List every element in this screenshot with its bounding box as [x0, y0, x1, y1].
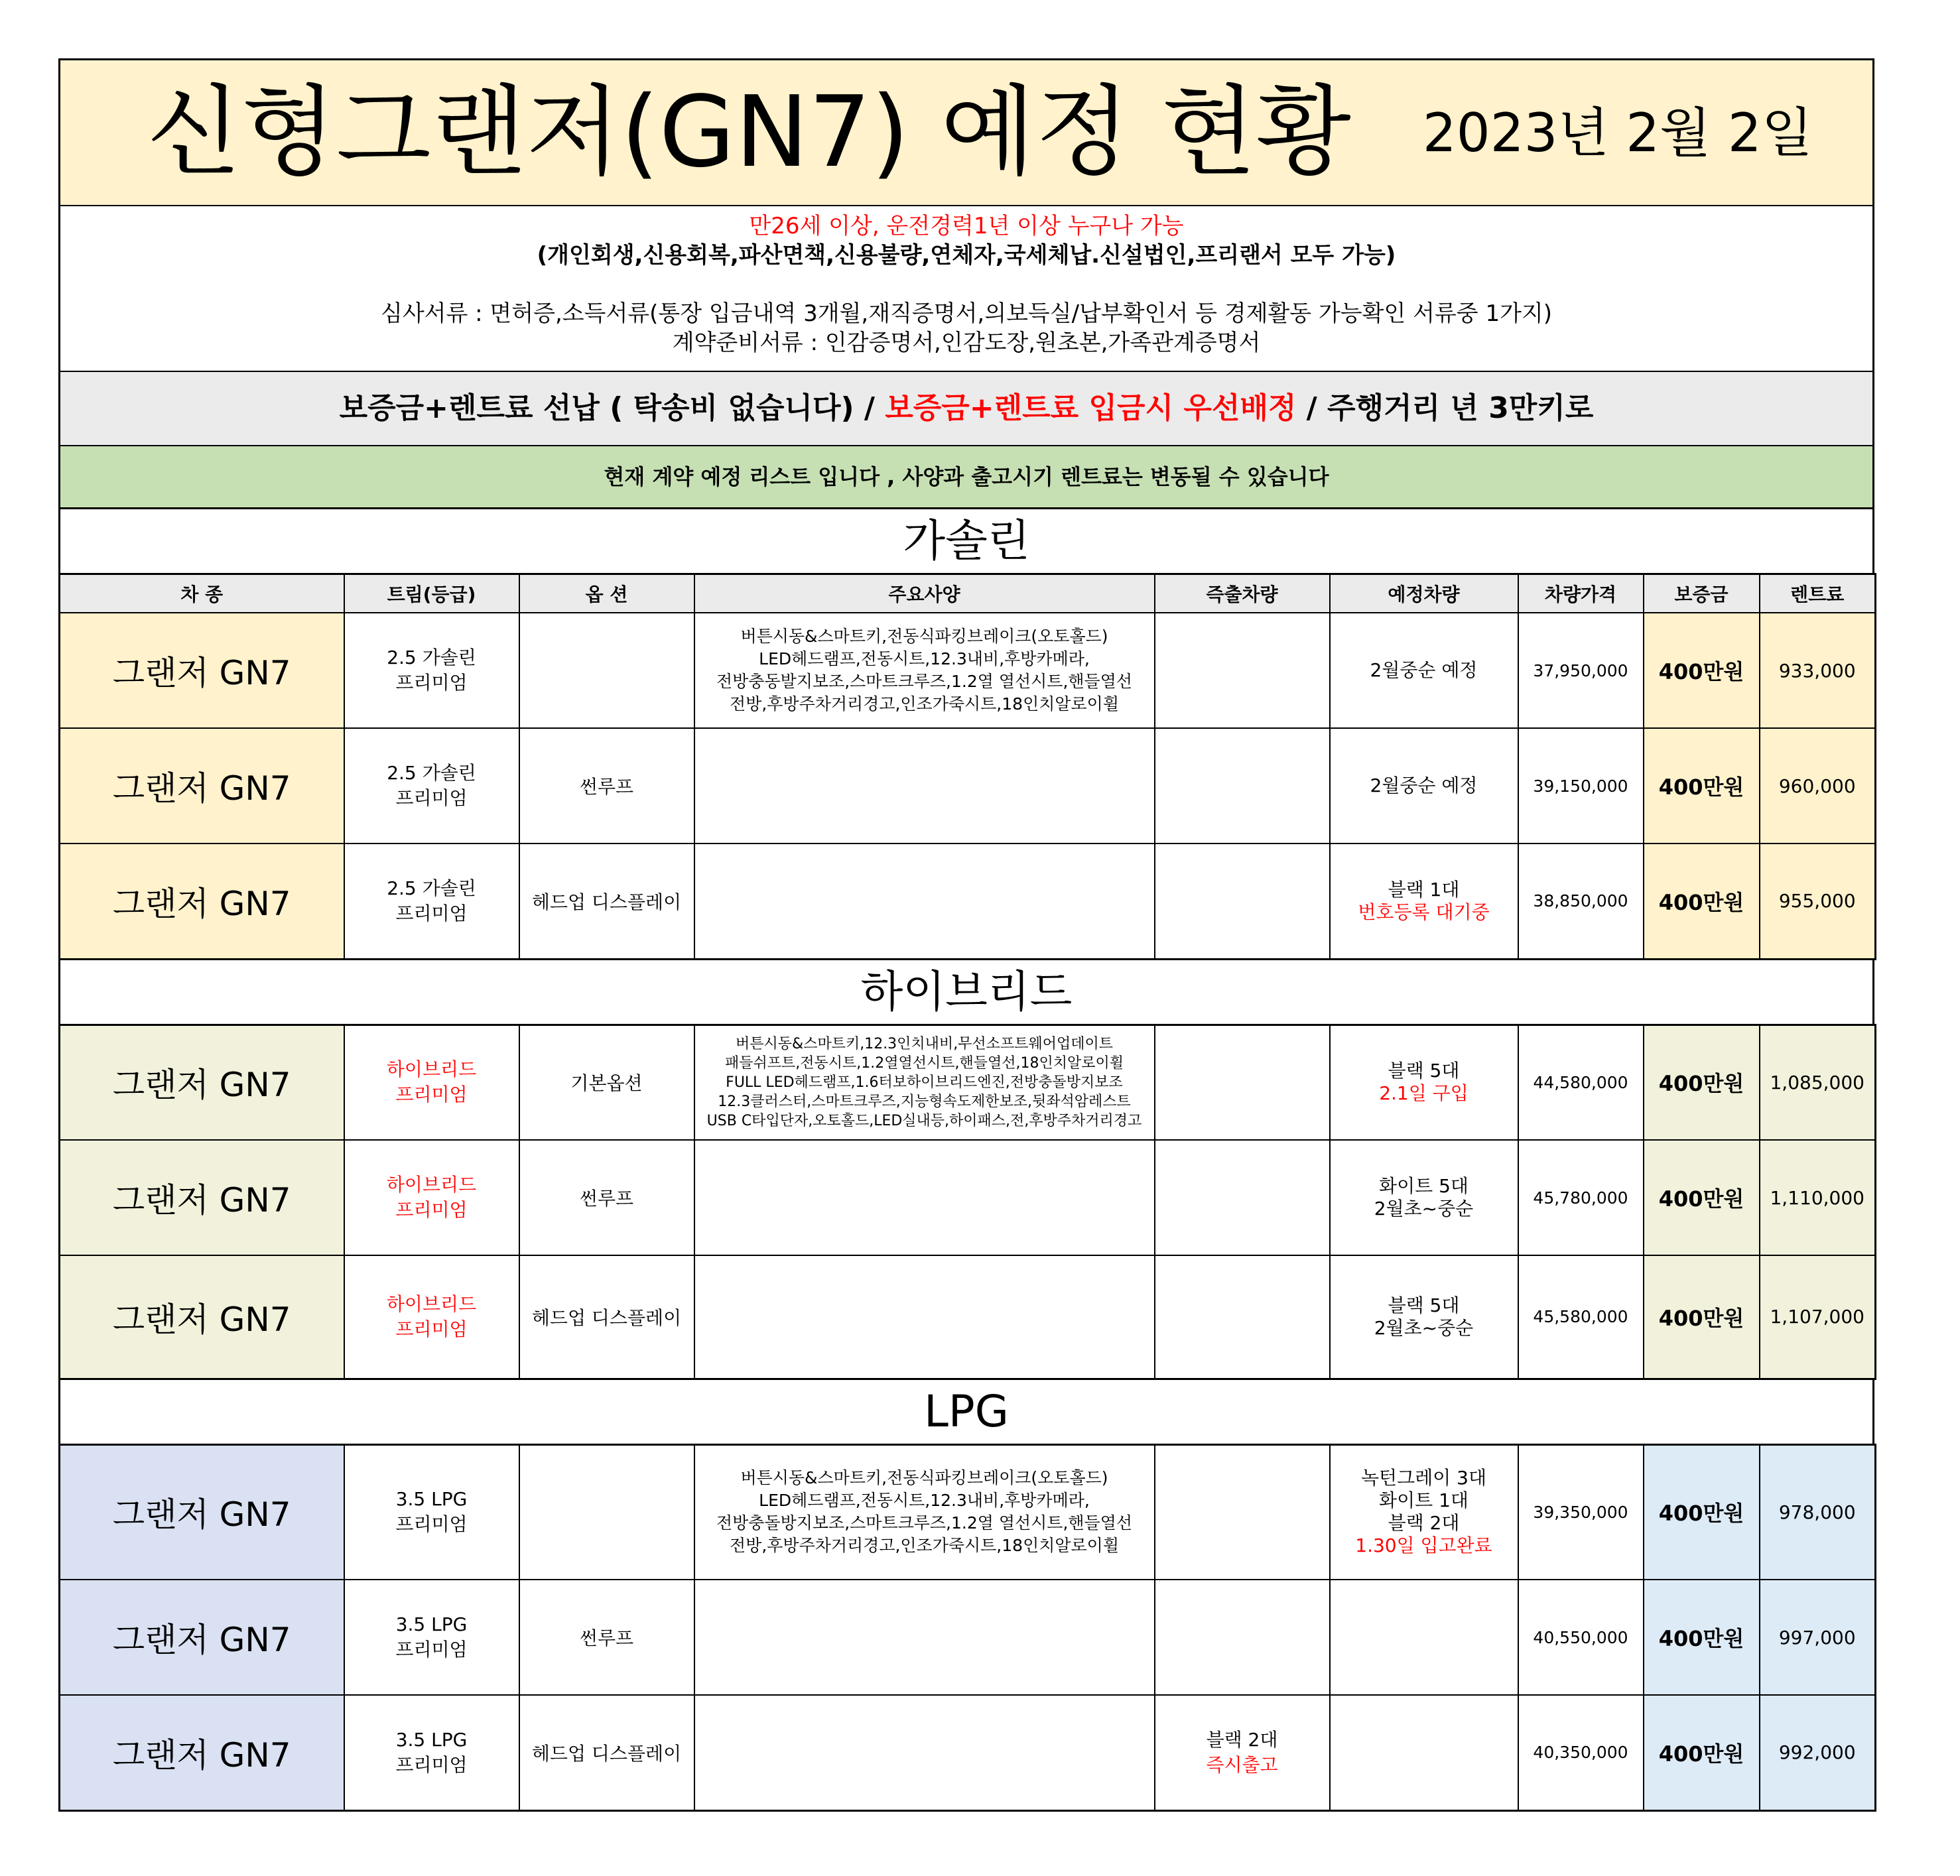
- stock-cell: [1155, 728, 1330, 844]
- spec-line: LED헤드램프,전동시트,12.3내비,후방카메라,: [759, 649, 1090, 668]
- option-cell: [519, 1444, 694, 1580]
- spec-cell: [694, 1140, 1155, 1255]
- trim-line: 2.5 가솔린: [387, 877, 476, 899]
- trim-grade: 프리미엄: [395, 1199, 468, 1221]
- spec-line: FULL LED헤드램프,1.6터보하이브리드엔진,전방충돌방지보조: [726, 1074, 1123, 1091]
- car-name: 그랜저 GN7: [60, 613, 344, 728]
- stock-cell: [1155, 844, 1330, 959]
- option-cell: 썬루프: [519, 1140, 694, 1255]
- stock-cell: [1155, 1255, 1330, 1379]
- trim-grade: 프리미엄: [395, 902, 468, 924]
- deposit-cell: 400만원: [1644, 1140, 1760, 1255]
- eta-status: 2월초~중순: [1374, 1316, 1474, 1339]
- col-header-stock: 즉출차량: [1155, 574, 1330, 613]
- deposit-terms-part1: 보증금+렌트료 선납 ( 탁송비 없습니다) /: [339, 391, 885, 425]
- eta-line: 블랙 1대: [1388, 878, 1460, 901]
- stock-cell: [1155, 1140, 1330, 1255]
- car-name: 그랜저 GN7: [60, 1444, 344, 1580]
- table-header: [60, 574, 1876, 613]
- spec-line: 전방충돌방지보조,스마트크루즈,1.2열 열선시트,핸들열선: [716, 1513, 1132, 1533]
- spec-line: 패들쉬프트,전동시트,1.2열열선시트,핸들열선,18인치알로이휠: [724, 1054, 1124, 1072]
- rent-cell: 933,000: [1760, 613, 1876, 728]
- spec-line: LED헤드램프,전동시트,12.3내비,후방카메라,: [759, 1491, 1090, 1511]
- col-header-spec: 주요사양: [694, 574, 1155, 613]
- option-cell: 기본옵션: [519, 1025, 694, 1140]
- review-documents: 심사서류 : 면허증,소득서류(통장 입금내역 3개월,재직증명서,의보득실/납부확인서 등 경제활동 가능확인 서류중 1가지): [380, 300, 1553, 327]
- trim-line: 하이브리드: [386, 1058, 477, 1081]
- spec-cell: [694, 613, 1155, 728]
- table-row: [60, 844, 1876, 959]
- col-header-price: 차량가격: [1518, 574, 1644, 613]
- trim-line: 3.5 LPG: [395, 1488, 468, 1511]
- stock-cell: [1155, 613, 1330, 728]
- spec-cell: [694, 1580, 1155, 1695]
- eta-status: 1.30일 입고완료: [1355, 1534, 1492, 1557]
- spec-line: 버튼시동&스마트키,12.3인치내비,무선소프트웨어업데이트: [736, 1035, 1113, 1052]
- gasoline-table: [58, 573, 1876, 960]
- trim-cell: [344, 728, 519, 844]
- eta-line: 블랙 5대: [1388, 1294, 1460, 1316]
- trim-line: 하이브리드: [386, 1174, 477, 1196]
- deposit-cell: 400만원: [1644, 1025, 1760, 1140]
- rent-cell: 992,000: [1760, 1695, 1876, 1810]
- eta-cell: [1330, 728, 1518, 844]
- price-cell: 45,580,000: [1518, 1255, 1644, 1379]
- deposit-terms-priority: 보증금+렌트료 입금시 우선배정: [885, 391, 1297, 425]
- eta-status: 2월초~중순: [1374, 1198, 1474, 1219]
- car-name: 그랜저 GN7: [60, 1580, 344, 1695]
- contract-documents: 계약준비서류 : 인감증명서,인감도장,원초본,가족관계증명서: [672, 330, 1261, 356]
- table-row: [60, 1444, 1876, 1580]
- trim-cell: [344, 613, 519, 728]
- deposit-cell: 400만원: [1644, 1255, 1760, 1379]
- price-cell: 40,350,000: [1518, 1695, 1644, 1810]
- price-cell: 40,550,000: [1518, 1580, 1644, 1695]
- trim-line: 2.5 가솔린: [387, 762, 476, 784]
- option-cell: [519, 613, 694, 728]
- spec-line: 전방,후방주차거리경고,인조가죽시트,18인치알로이휠: [730, 694, 1119, 714]
- col-header-trim: 트림(등급): [344, 574, 519, 613]
- rent-cell: 955,000: [1760, 844, 1876, 959]
- spec-cell: [694, 1444, 1155, 1580]
- deposit-cell: 400만원: [1644, 1444, 1760, 1580]
- eta-cell: [1330, 844, 1518, 959]
- eta-cell: [1330, 1580, 1518, 1695]
- eta-line: 화이트 5대: [1379, 1175, 1469, 1197]
- table-row: [60, 1140, 1876, 1255]
- col-header-option: 옵 션: [519, 574, 694, 613]
- header-box: [58, 58, 1874, 509]
- stock-line: 블랙 2대: [1206, 1728, 1278, 1751]
- trim-line: 하이브리드: [386, 1292, 477, 1315]
- trim-cell: [344, 1580, 519, 1695]
- eta-line: 2월중순 예정: [1370, 775, 1478, 796]
- spec-line: 12.3클러스터,스마트크루즈,지능형속도제한보조,뒷좌석암레스트: [718, 1093, 1131, 1110]
- deposit-cell: 400만원: [1644, 844, 1760, 959]
- eta-cell: [1330, 613, 1518, 728]
- deposit-terms-part3: / 주행거리 년 3만키로: [1296, 391, 1594, 425]
- section-title-hybrid: 하이브리드: [58, 960, 1874, 1024]
- deposit-cell: 400만원: [1644, 728, 1760, 844]
- trim-cell: [344, 1444, 519, 1580]
- lpg-table: [58, 1444, 1876, 1812]
- spec-line: 전방,후방주차거리경고,인조가죽시트,18인치알로이휠: [730, 1536, 1119, 1556]
- table-row: [60, 1025, 1876, 1140]
- spec-cell: [694, 1255, 1155, 1379]
- eta-status: 2.1일 구입: [1379, 1082, 1469, 1105]
- eta-cell: [1330, 1255, 1518, 1379]
- section-title-lpg: LPG: [58, 1380, 1874, 1444]
- option-cell: 헤드업 디스플레이: [519, 1255, 694, 1379]
- car-name: 그랜저 GN7: [60, 1255, 344, 1379]
- eta-line: 녹턴그레이 3대: [1360, 1467, 1486, 1489]
- table-row: [60, 728, 1876, 844]
- trim-grade: 프리미엄: [395, 1513, 468, 1536]
- trim-line: 3.5 LPG: [395, 1613, 468, 1635]
- eta-line: 화이트 1대: [1379, 1489, 1469, 1512]
- trim-grade: 프리미엄: [395, 1084, 468, 1106]
- rent-cell: 960,000: [1760, 728, 1876, 844]
- trim-grade: 프리미엄: [395, 787, 468, 809]
- col-header-car: 차 종: [60, 574, 344, 613]
- price-cell: 38,850,000: [1518, 844, 1644, 959]
- price-cell: 37,950,000: [1518, 613, 1644, 728]
- eta-line: 2월중순 예정: [1370, 659, 1478, 681]
- stock-cell: [1155, 1695, 1330, 1810]
- trim-cell: [344, 844, 519, 959]
- eta-cell: [1330, 1444, 1518, 1580]
- car-name: 그랜저 GN7: [60, 728, 344, 844]
- price-cell: 44,580,000: [1518, 1025, 1644, 1140]
- car-name: 그랜저 GN7: [60, 1025, 344, 1140]
- price-cell: 39,350,000: [1518, 1444, 1644, 1580]
- eligibility-detail: (개인회생,신용회복,파산면책,신용불량,연체자,국세체납.신설법인,프리랜서 모두 가능): [537, 242, 1396, 269]
- col-header-rent: 렌트료: [1760, 574, 1876, 613]
- page-title: 신형그랜저(GN7) 예정 현황: [147, 75, 1351, 189]
- option-cell: 썬루프: [519, 1580, 694, 1695]
- eta-cell: [1330, 1695, 1518, 1810]
- price-cell: 39,150,000: [1518, 728, 1644, 844]
- eta-line: 블랙 2대: [1388, 1512, 1460, 1534]
- spec-line: 전방충동발지보조,스마트크루즈,1.2열 열선시트,핸들열선: [716, 672, 1132, 691]
- eta-cell: [1330, 1025, 1518, 1140]
- col-header-eta: 예정차량: [1330, 574, 1518, 613]
- notice-banner: 현재 계약 예정 리스트 입니다 , 사양과 출고시기 렌트료는 변동될 수 있습니다: [60, 446, 1872, 507]
- spec-cell: [694, 1025, 1155, 1140]
- sheet-date: 2023년 2월 2일: [1422, 102, 1813, 164]
- eta-cell: [1330, 1140, 1518, 1255]
- stock-cell: [1155, 1444, 1330, 1580]
- car-name: 그랜저 GN7: [60, 1695, 344, 1810]
- trim-grade: 프리미엄: [395, 1639, 468, 1660]
- eligibility-line: 만26세 이상, 운전경력1년 이상 누구나 가능: [749, 213, 1184, 239]
- stock-cell: [1155, 1025, 1330, 1140]
- table-row: [60, 1695, 1876, 1810]
- trim-cell: [344, 1025, 519, 1140]
- deposit-cell: 400만원: [1644, 613, 1760, 728]
- eta-status: 번호등록 대기중: [1358, 901, 1490, 923]
- rental-sheet: [58, 58, 1874, 1812]
- rent-cell: 1,110,000: [1760, 1140, 1876, 1255]
- trim-grade: 프리미엄: [395, 1318, 468, 1340]
- eta-line: 블랙 5대: [1388, 1060, 1460, 1082]
- option-cell: 헤드업 디스플레이: [519, 844, 694, 959]
- eligibility-info: [60, 206, 1872, 372]
- deposit-terms: [60, 372, 1872, 446]
- trim-line: 2.5 가솔린: [387, 647, 476, 668]
- trim-grade: 프리미엄: [395, 1753, 468, 1776]
- option-cell: 헤드업 디스플레이: [519, 1695, 694, 1810]
- trim-cell: [344, 1255, 519, 1379]
- stock-cell: [1155, 1580, 1330, 1695]
- spec-cell: [694, 1695, 1155, 1810]
- spec-cell: [694, 844, 1155, 959]
- deposit-cell: 400만원: [1644, 1695, 1760, 1810]
- option-cell: 썬루프: [519, 728, 694, 844]
- hybrid-table: [58, 1024, 1876, 1380]
- trim-line: 3.5 LPG: [395, 1728, 468, 1751]
- trim-cell: [344, 1140, 519, 1255]
- car-name: 그랜저 GN7: [60, 844, 344, 959]
- trim-grade: 프리미엄: [395, 672, 468, 694]
- rent-cell: 997,000: [1760, 1580, 1876, 1695]
- spec-cell: [694, 728, 1155, 844]
- rent-cell: 1,085,000: [1760, 1025, 1876, 1140]
- spec-line: USB C타입단자,오토홀드,LED실내등,하이패스,전,후방주차거리경고: [706, 1112, 1142, 1129]
- spec-line: 버튼시동&스마트키,전동식파킹브레이크(오토홀드): [740, 1468, 1108, 1488]
- trim-cell: [344, 1695, 519, 1810]
- title-row: [60, 60, 1872, 206]
- rent-cell: 978,000: [1760, 1444, 1876, 1580]
- price-cell: 45,780,000: [1518, 1140, 1644, 1255]
- section-title-gasoline: 가솔린: [58, 509, 1874, 573]
- table-row: [60, 1580, 1876, 1695]
- table-row: [60, 613, 1876, 728]
- col-header-deposit: 보증금: [1644, 574, 1760, 613]
- deposit-cell: 400만원: [1644, 1580, 1760, 1695]
- table-row: [60, 1255, 1876, 1379]
- rent-cell: 1,107,000: [1760, 1255, 1876, 1379]
- spec-line: 버튼시동&스마트키,전동식파킹브레이크(오토홀드): [740, 627, 1108, 646]
- car-name: 그랜저 GN7: [60, 1140, 344, 1255]
- stock-status: 즉시출고: [1206, 1753, 1278, 1776]
